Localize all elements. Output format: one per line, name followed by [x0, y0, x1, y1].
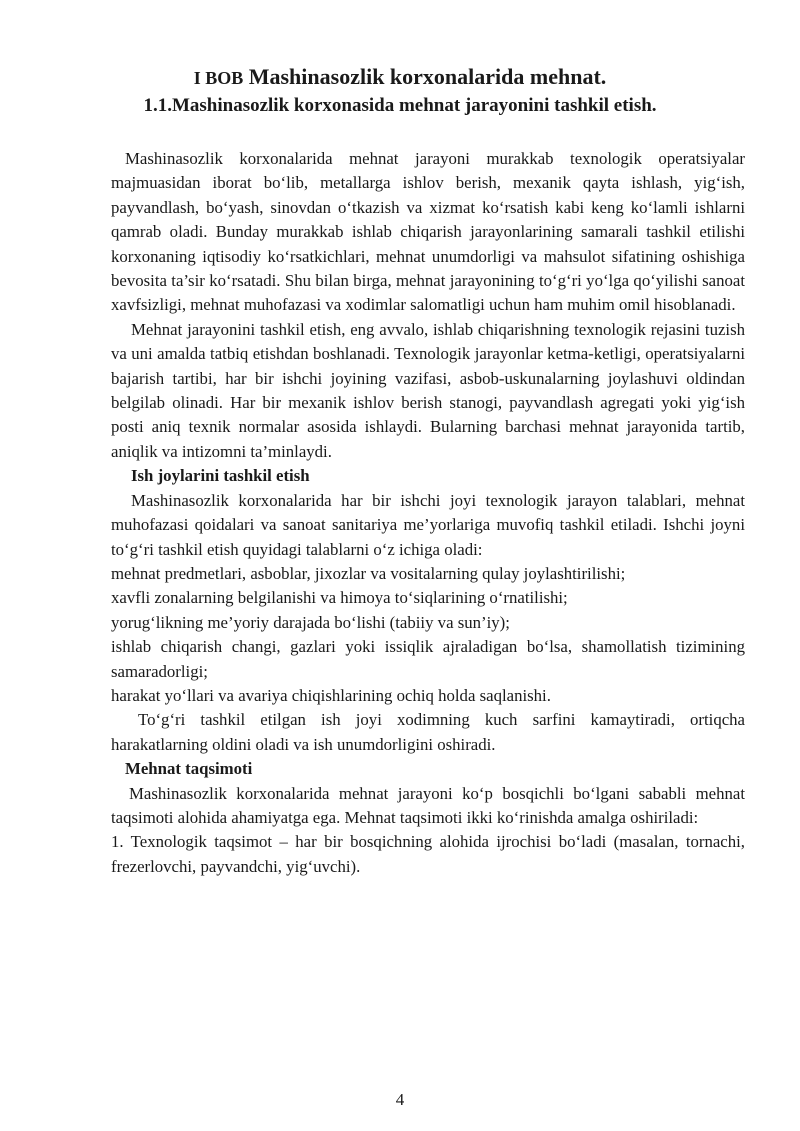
requirement-item: xavfli zonalarning belgilanishi va himoya to‘siqlarining o‘rnatilishi; — [111, 588, 568, 608]
paragraph-organization: Mehnat jarayonini tashkil etish, eng avvalo, ishlab chiqarishning texnologik rejasini tuzish va uni amalda tatbiq etishdan boshlanadi. Texnologik jarayonlar ketma-ketligi, operatsiyalarni bajarish tartibi, har bir ishchi joyining vazifasi, asbob-uskunalarning joylashuvi oldindan belgilab olinadi. Har bir mexanik ishlov berish stanogi, payvandlash agregati yoki yig‘ish posti aniq texnik normalar asosida ishlaydi. Bularning barchasi mehnat jarayonida tartib, aniqlik va intizomni ta’minlaydi. — [111, 319, 745, 461]
requirement-item: harakat yo‘llari va avariya chiqishlarining ochiq holda saqlanishi. — [111, 685, 551, 705]
heading-division: Mehnat taqsimoti — [125, 759, 253, 779]
paragraph-division-type-1: 1. Texnologik taqsimot – har bir bosqichning alohida ijrochisi bo‘ladi (masalan, tornachi, frezerlovchi, payvandchi, yig‘uvchi). — [111, 832, 745, 876]
chapter-title-text: Mashinasozlik korxonalarida mehnat. — [248, 64, 607, 89]
chapter-title — [0, 63, 800, 92]
paragraph-workplace-benefits: To‘g‘ri tashkil etilgan ish joyi xodimning kuch sarfini kamaytiradi, ortiqcha harakatlarning oldini oladi va ish unumdorligini oshiradi. — [111, 710, 745, 754]
requirement-item: ishlab chiqarish changi, gazlari yoki issiqlik ajraladigan bo‘lsa, shamollatish tizimining samaradorligi; — [111, 637, 745, 681]
page-number: 4 — [395, 1090, 405, 1109]
paragraph-workplaces: Mashinasozlik korxonalarida har bir ishchi joyi texnologik jarayon talablari, mehnat muhofazasi qoidalari va sanoat sanitariya me’yorlariga muvofiq tashkil etiladi. Ishchi joyni to‘g‘ri tashkil etish quyidagi talablarni o‘z ichiga oladi: — [111, 490, 745, 559]
paragraph-division: Mashinasozlik korxonalarida mehnat jarayoni ko‘p bosqichli bo‘lgani sababli mehnat taqsimoti alohida ahamiyatga ega. Mehnat taqsimoti ikki ko‘rinishda amalga oshiriladi: — [111, 783, 745, 827]
requirement-item: mehnat predmetlari, asboblar, jixozlar va vositalarning qulay joylashtirilishi; — [111, 563, 626, 583]
document-body — [111, 147, 745, 879]
section-title: 1.1.Mashinasozlik korxonasida mehnat jarayonini tashkil etish. — [143, 95, 657, 116]
requirement-item: yorug‘likning me’yoriy darajada bo‘lishi (tabiiy va sun’iy); — [111, 612, 510, 632]
chapter-label: I BOB — [193, 68, 244, 88]
paragraph-intro: Mashinasozlik korxonalarida mehnat jarayoni murakkab texnologik operatsiyalar majmuasidan iborat bo‘lib, metallarga ishlov berish, mexanik qayta ishlash, yig‘ish, payvandlash, bo‘yash, sinovdan o‘tkazish va xizmat ko‘rsatish kabi keng ko‘lamli ishlarni qamrab oladi. Bunday murakkab ishlab chiqarish jarayonlarining samarali tashkil etilishi korxonaning iqtisodiy ko‘rsatkichlari, mehnat unumdorligi va mahsulot sifatining oshishiga bevosita ta’sir ko‘rsatadi. Shu bilan birga, mehnat jarayonining to‘g‘ri yo‘lga qo‘yilishi sanoat xavfsizligi, mehnat muhofazasi va xodimlar salomatligi uchun ham muhim omil hisoblanadi. — [111, 149, 745, 315]
heading-workplaces: Ish joylarini tashkil etish — [131, 466, 310, 486]
